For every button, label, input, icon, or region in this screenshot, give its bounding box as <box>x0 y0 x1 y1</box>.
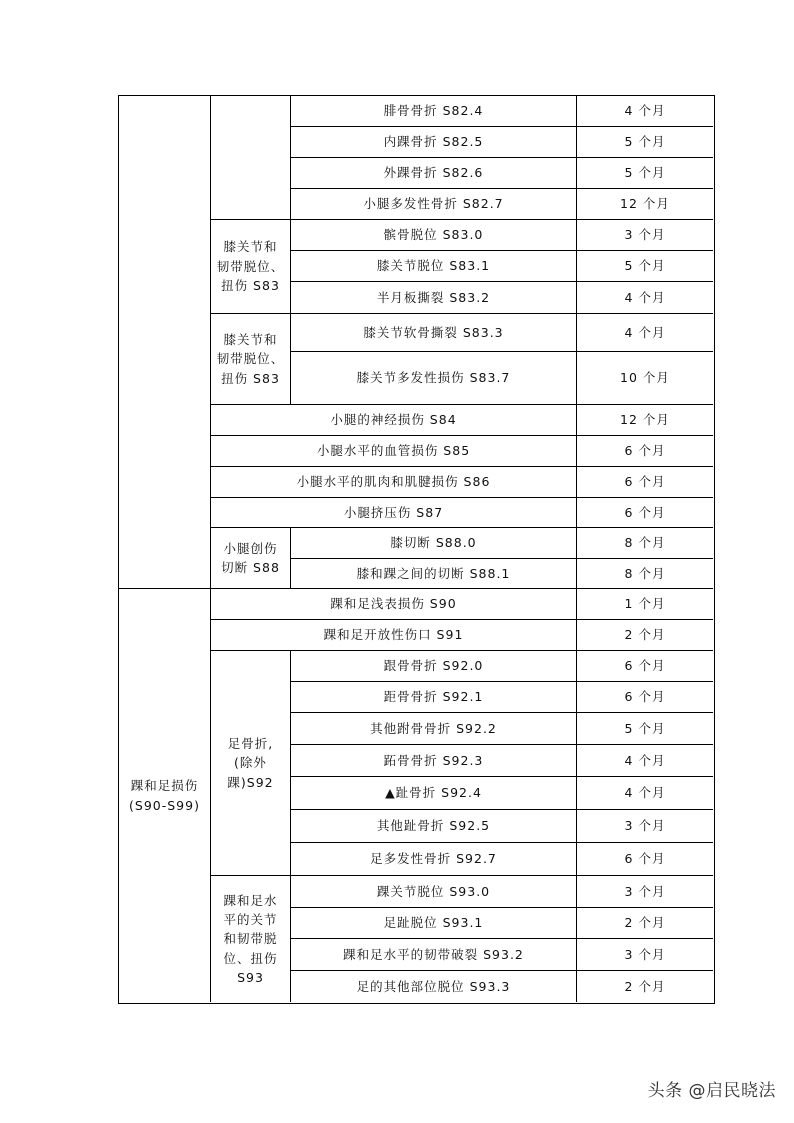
item-name-cell: 其他跗骨骨折 S92.2 <box>291 713 577 745</box>
item-name-cell: 腓骨骨折 S82.4 <box>291 96 577 127</box>
duration-cell: 5 个月 <box>577 127 713 158</box>
subgroup-cell: 小腿水平的肌肉和肌腱损伤 S86 <box>211 467 577 498</box>
injury-duration-table <box>118 95 715 1004</box>
duration-cell: 4 个月 <box>577 745 713 777</box>
item-name-cell: 膝关节多发性损伤 S83.7 <box>291 352 577 405</box>
item-name-cell: ▲趾骨折 S92.4 <box>291 777 577 810</box>
duration-cell: 2 个月 <box>577 620 713 651</box>
duration-cell: 8 个月 <box>577 528 713 559</box>
duration-cell: 6 个月 <box>577 682 713 713</box>
duration-cell: 2 个月 <box>577 908 713 939</box>
subgroup-cell: 踝和足浅表损伤 S90 <box>211 589 577 620</box>
duration-cell: 6 个月 <box>577 467 713 498</box>
item-name-cell: 跖骨骨折 S92.3 <box>291 745 577 777</box>
item-name-cell: 膝关节脱位 S83.1 <box>291 251 577 282</box>
duration-cell: 4 个月 <box>577 282 713 314</box>
duration-cell: 4 个月 <box>577 96 713 127</box>
duration-cell: 3 个月 <box>577 939 713 971</box>
item-name-cell: 距骨骨折 S92.1 <box>291 682 577 713</box>
duration-cell: 5 个月 <box>577 158 713 189</box>
duration-cell: 6 个月 <box>577 651 713 682</box>
item-name-cell: 小腿多发性骨折 S82.7 <box>291 189 577 220</box>
subgroup-cell: 膝关节和 韧带脱位、 扭伤 S83 <box>211 314 291 405</box>
subgroup-cell: 小腿挤压伤 S87 <box>211 498 577 528</box>
item-name-cell: 半月板撕裂 S83.2 <box>291 282 577 314</box>
duration-cell: 2 个月 <box>624 978 666 994</box>
duration-cell: 10 个月 <box>577 352 713 405</box>
subgroup-cell <box>211 96 291 220</box>
item-name-cell: 足多发性骨折 S92.7 <box>291 843 577 876</box>
duration-cell: 6 个月 <box>577 498 713 528</box>
duration-cell: 4 个月 <box>577 777 713 810</box>
subgroup-cell: 小腿创伤 切断 S88 <box>211 528 291 589</box>
item-name-cell: 髌骨脱位 S83.0 <box>291 220 577 251</box>
duration-cell: 5 个月 <box>577 251 713 282</box>
group-cell: 踝和足损伤 (S90-S99) <box>119 589 211 1002</box>
duration-cell: 12 个月 <box>577 189 713 220</box>
item-name-cell: 膝关节软骨撕裂 S83.3 <box>291 314 577 352</box>
item-name-cell: 足趾脱位 S93.1 <box>291 908 577 939</box>
item-name-cell: 踝关节脱位 S93.0 <box>291 876 577 908</box>
duration-cell: 4 个月 <box>577 314 713 352</box>
duration-cell: 3 个月 <box>577 220 713 251</box>
watermark-text: 头条 @启民晓法 <box>647 1081 776 1101</box>
duration-cell: 3 个月 <box>577 876 713 908</box>
duration-cell: 8 个月 <box>577 559 713 589</box>
subgroup-cell: 足骨折, (除外 踝)S92 <box>211 651 291 876</box>
item-name-cell: 外踝骨折 S82.6 <box>291 158 577 189</box>
duration-cell: 6 个月 <box>577 843 713 876</box>
duration-cell: 6 个月 <box>577 436 713 467</box>
subgroup-cell: 小腿水平的血管损伤 S85 <box>211 436 577 467</box>
subgroup-cell: 踝和足水 平的关节 和韧带脱 位、扭伤 S93 <box>211 876 291 1002</box>
item-name-cell: 足的其他部位脱位 S93.3 <box>291 971 577 1002</box>
duration-cell: 12 个月 <box>577 405 713 436</box>
subgroup-cell: 小腿的神经损伤 S84 <box>211 405 577 436</box>
item-name-cell: 膝和踝之间的切断 S88.1 <box>291 559 577 589</box>
item-name-cell: 其他趾骨折 S92.5 <box>291 810 577 843</box>
duration-cell: 5 个月 <box>577 713 713 745</box>
item-name-cell: 跟骨骨折 S92.0 <box>291 651 577 682</box>
duration-cell: 1 个月 <box>577 589 713 620</box>
group-cell <box>119 96 211 589</box>
item-name-cell: 踝和足水平的韧带破裂 S93.2 <box>291 939 577 971</box>
subgroup-cell: 膝关节和 韧带脱位、 扭伤 S83 <box>211 220 291 314</box>
duration-cell: 3 个月 <box>577 810 713 843</box>
item-name-cell: 内踝骨折 S82.5 <box>291 127 577 158</box>
subgroup-cell: 踝和足开放性伤口 S91 <box>211 620 577 651</box>
item-name-cell: 膝切断 S88.0 <box>291 528 577 559</box>
